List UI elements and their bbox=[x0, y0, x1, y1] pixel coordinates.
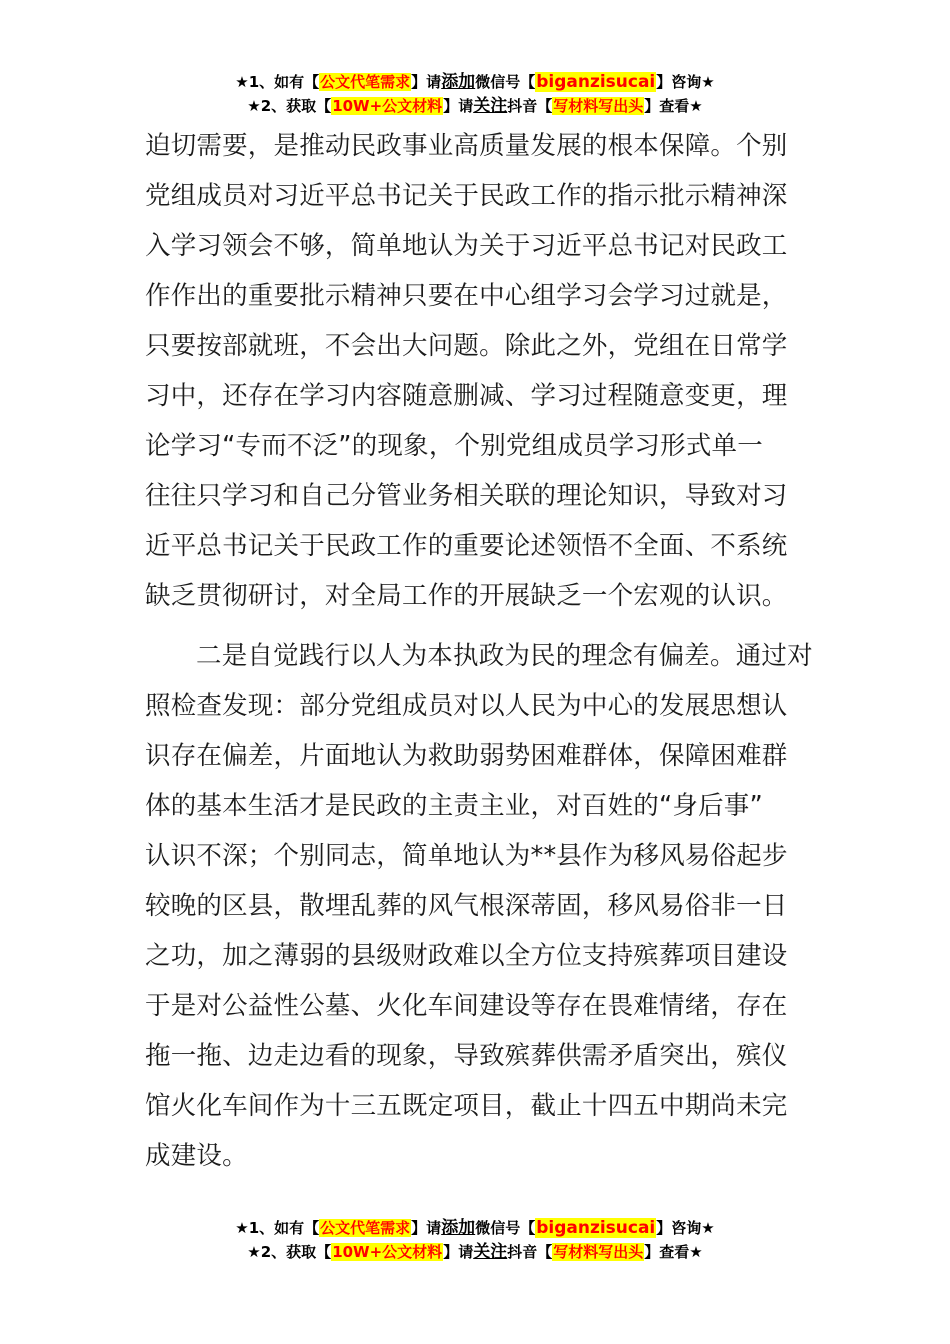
text-line: 认识不深；个别同志，简单地认为**县作为移风易俗起步 bbox=[145, 841, 788, 871]
banner-text: ★1、如有【 bbox=[235, 1219, 320, 1237]
highlight-text: 写材料写出头 bbox=[553, 1243, 644, 1261]
text-line: 作作出的重要批示精神只要在中心组学习会学习过就是， bbox=[145, 281, 788, 311]
text-line: 入学习领会不够，简单地认为关于习近平总书记对民政工 bbox=[145, 231, 788, 261]
text-line: 识存在偏差，片面地认为救助弱势困难群体，保障困难群 bbox=[145, 741, 788, 771]
text-line: 党组成员对习近平总书记关于民政工作的指示批示精神深 bbox=[145, 181, 788, 211]
banner-text: 抖音【 bbox=[507, 97, 553, 115]
text-line: 论学习“专而不泛”的现象，个别党组成员学习形式单一 bbox=[145, 431, 763, 461]
banner-text: ★2、获取【 bbox=[247, 1243, 332, 1261]
banner-text: 】请 bbox=[443, 1243, 474, 1261]
banner-text: 微信号【 bbox=[475, 1219, 536, 1237]
text-line: 于是对公益性公墓、火化车间建设等存在畏难情绪，存在 bbox=[145, 991, 788, 1021]
highlight-text: 公文代笔需求 bbox=[320, 1219, 411, 1237]
paragraph-1 bbox=[145, 121, 810, 621]
text-line: 成建设。 bbox=[145, 1141, 248, 1171]
underlined-text: 关注 bbox=[473, 96, 508, 116]
text-line: 习中，还存在学习内容随意删减、学习过程随意变更，理 bbox=[145, 381, 788, 411]
underlined-text: 关注 bbox=[473, 1242, 508, 1262]
banner-text: 】咨询★ bbox=[656, 73, 715, 91]
highlight-text: biganzisucai bbox=[536, 72, 656, 92]
highlight-text: 公文代笔需求 bbox=[320, 73, 411, 91]
paragraph-2 bbox=[145, 631, 813, 1181]
banner-line-1 bbox=[0, 1216, 950, 1240]
banner-line-2 bbox=[0, 1240, 950, 1264]
banner-text: 抖音【 bbox=[507, 1243, 553, 1261]
banner-text: 】请 bbox=[411, 1219, 442, 1237]
banner-text: ★2、获取【 bbox=[247, 97, 332, 115]
text-line: 拖一拖、边走边看的现象，导致殡葬供需矛盾突出，殡仪 bbox=[145, 1041, 788, 1071]
banner-text: ★1、如有【 bbox=[235, 73, 320, 91]
document-body bbox=[145, 121, 813, 1181]
text-line: 迫切需要，是推动民政事业高质量发展的根本保障。个别 bbox=[145, 131, 788, 161]
text-line: 较晚的区县，散埋乱葬的风气根深蒂固，移风易俗非一日 bbox=[145, 891, 788, 921]
underlined-text: 添加 bbox=[441, 72, 476, 92]
text-line: 照检查发现：部分党组成员对以人民为中心的发展思想认 bbox=[145, 691, 788, 721]
banner-text: 微信号【 bbox=[475, 73, 536, 91]
text-line: 只要按部就班，不会出大问题。除此之外，党组在日常学 bbox=[145, 331, 788, 361]
banner-text: 】请 bbox=[411, 73, 442, 91]
text-line: 之功，加之薄弱的县级财政难以全方位支持殡葬项目建设 bbox=[145, 941, 788, 971]
banner-text: 】查看★ bbox=[644, 1243, 703, 1261]
text-line: 往往只学习和自己分管业务相关联的理论知识，导致对习 bbox=[145, 481, 788, 511]
banner-line-2 bbox=[0, 94, 950, 118]
header-banner bbox=[0, 70, 950, 118]
banner-line-1 bbox=[0, 70, 950, 94]
banner-text: 】查看★ bbox=[644, 97, 703, 115]
highlight-text: 写材料写出头 bbox=[553, 97, 644, 115]
banner-text: 】请 bbox=[443, 97, 474, 115]
banner-text: 】咨询★ bbox=[656, 1219, 715, 1237]
highlight-text: biganzisucai bbox=[536, 1218, 656, 1238]
text-line: 馆火化车间作为十三五既定项目，截止十四五中期尚未完 bbox=[145, 1091, 788, 1121]
text-line: 二是自觉践行以人为本执政为民的理念有偏差。通过对 bbox=[196, 641, 813, 671]
footer-banner bbox=[0, 1216, 950, 1264]
underlined-text: 添加 bbox=[441, 1218, 476, 1238]
highlight-text: 10W+公文材料 bbox=[332, 1243, 443, 1261]
text-line: 近平总书记关于民政工作的重要论述领悟不全面、不系统 bbox=[145, 531, 788, 561]
text-line: 缺乏贯彻研讨，对全局工作的开展缺乏一个宏观的认识。 bbox=[145, 581, 788, 611]
highlight-text: 10W+公文材料 bbox=[332, 97, 443, 115]
text-line: 体的基本生活才是民政的主责主业，对百姓的“身后事” bbox=[145, 791, 763, 821]
